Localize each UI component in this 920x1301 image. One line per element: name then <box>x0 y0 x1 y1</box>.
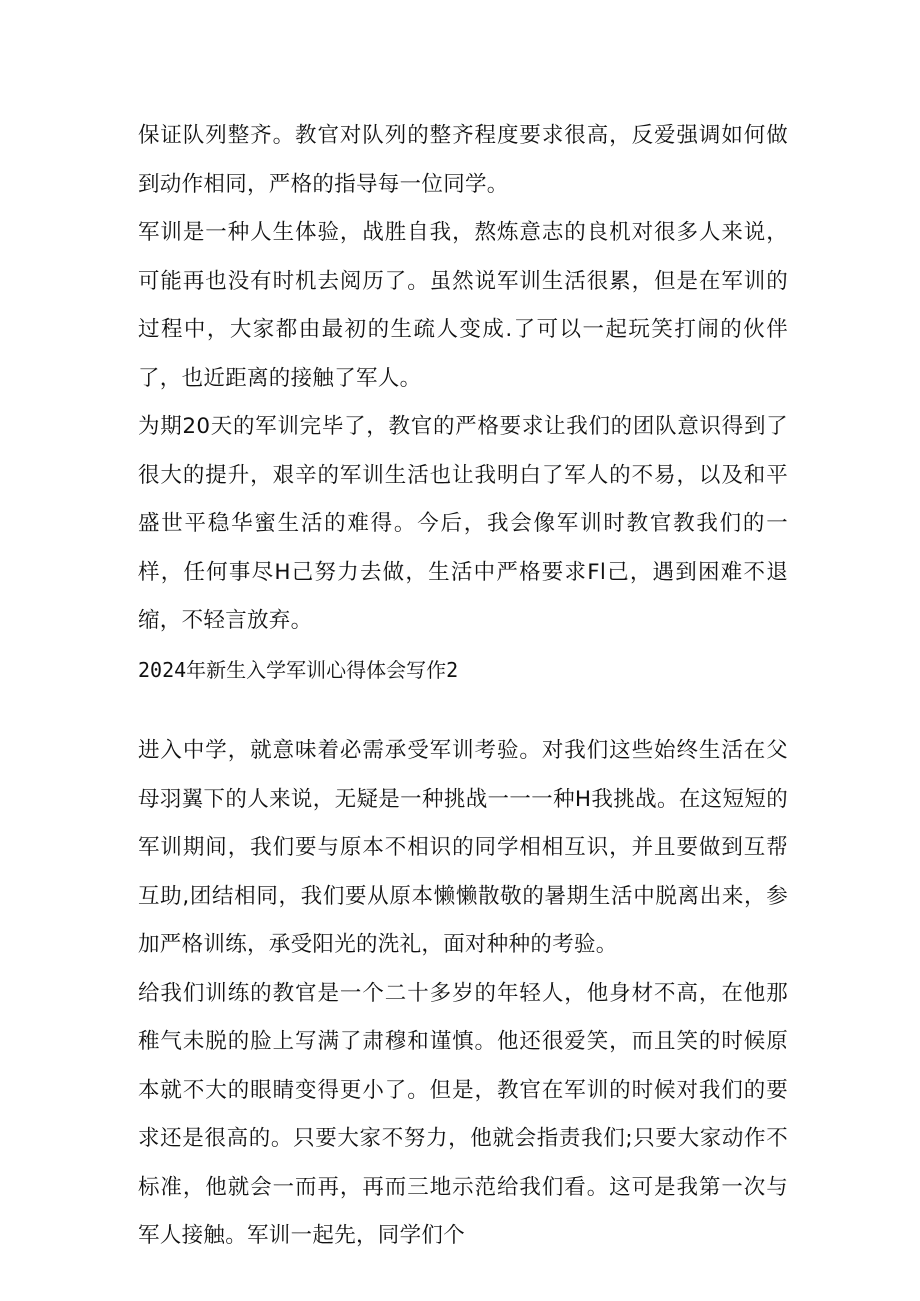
paragraph-4: 进入中学，就意味着必需承受军训考验。对我们这些始终生活在父母羽翼下的人来说，无疑是一种挑战一一一种H我挑战。在这短短的军训期间，我们要与原本不相识的同学相相互识，并且要做到互帮互助,团结相同，我们要从原本懒懒散敬的暑期生活中脱离出来，参加严格训练，承受阳光的洗礼，面对种种的考验。 <box>138 738 788 957</box>
section-heading: 2024年新生入学军训心得体会写作2 <box>138 657 459 682</box>
paragraph-5: 给我们训练的教官是一个二十多岁的年轻人，他身材不高，在他那稚气未脱的脸上写满了肃穆和谨慎。他还很爱笑，而且笑的时候原本就不大的眼睛变得更小了。但是，教官在军训的时候对我们的要求还是很高的。只要大家不努力，他就会指责我们;只要大家动作不标准，他就会一而再，再而三地示范给我们看。这可是我第一次与军人接触。军训一起先，同学们个 <box>138 980 788 1248</box>
paragraph-1: 保证队列整齐。教官对队列的整齐程度要求很高，反爱强调如何做到动作相同，严格的指导每一位同学。 <box>138 123 788 197</box>
heading-spacer <box>138 694 788 727</box>
paragraph-3: 为期20天的军训完毕了，教官的严格要求让我们的团队意识得到了很大的提升，艰辛的军训生活也让我明白了军人的不易，以及和平盛世平稳华蜜生活的难得。今后，我会像军训时教官教我们的一样，任何事尽H己努力去做，生活中严格要求Fl己，遇到困难不退缩，不轻言放弃。 <box>138 414 788 633</box>
document-body <box>138 112 788 1261</box>
paragraph-2: 军训是一种人生体验，战胜自我，熬炼意志的良机对很多人来说，可能再也没有时机去阅历了。虽然说军训生活很累，但是在军训的过程中，大家都由最初的生疏人变成.了可以一起玩笑打闹的伙伴了，也近距离的接触了军人。 <box>138 220 788 391</box>
